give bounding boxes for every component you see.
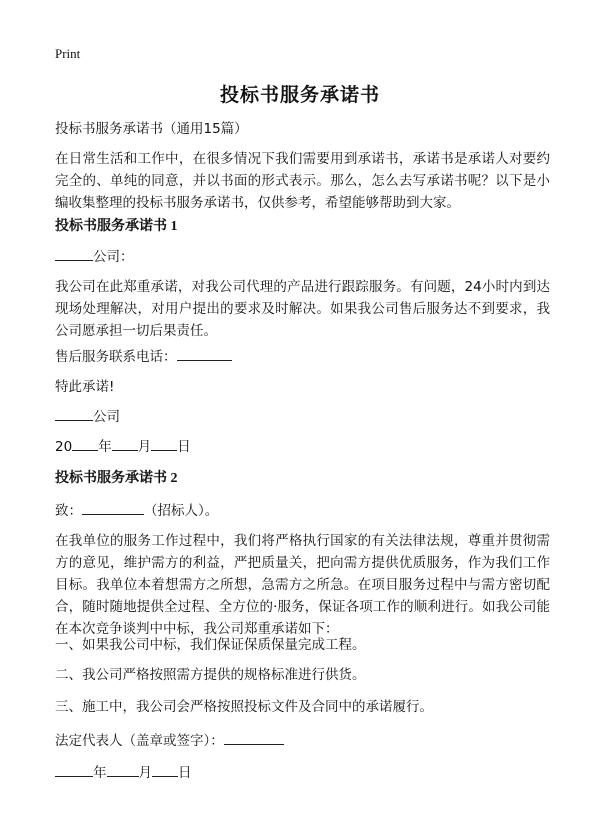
recipient-blank	[55, 246, 93, 261]
to-suffix: （招标人）。	[144, 503, 219, 519]
commitment-item-3: 三、施工中，我公司会严格按照投标文件及合同中的承诺履行。	[55, 699, 433, 715]
section-1-recipient	[55, 246, 550, 268]
document-subtitle: 投标书服务承诺书（通用15篇）	[55, 121, 248, 137]
signature-suffix: 公司	[93, 409, 120, 425]
legal-rep-label: 法定代表人（盖章或签字）：	[55, 733, 224, 749]
day-blank	[151, 436, 177, 451]
year-label-2: 年	[93, 765, 107, 781]
month-label-2: 月	[138, 765, 152, 781]
day-blank-2	[152, 762, 178, 777]
commitment-item-2: 二、我公司严格按照需方提供的规格标准进行供货。	[55, 667, 366, 683]
commitment-item-1: 一、如果我公司中标，我们保证保质保量完成工程。	[55, 637, 366, 653]
section-1-closing: 特此承诺!	[55, 379, 115, 395]
signature-blank	[55, 406, 93, 421]
legal-rep-blank	[224, 730, 284, 745]
month-blank-2	[107, 762, 139, 777]
to-label: 致：	[55, 503, 82, 519]
section-1-signature	[55, 406, 550, 428]
section-1-heading: 投标书服务承诺书 1	[55, 219, 178, 234]
date-prefix: 20	[55, 439, 73, 455]
section-2-date	[55, 762, 550, 784]
print-link[interactable]: Print	[55, 46, 81, 61]
section-1-phone	[55, 346, 550, 368]
intro-paragraph: 在日常生活和工作中，在很多情况下我们需要用到承诺书，承诺书是承诺人对要约完全的、单纯的同意，并以书面的形式表示。那么，怎么去写承诺书呢？以下是小编收集整理的投标书服务承诺书，仅供参考，希望能够帮助到大家。	[55, 151, 550, 211]
section-1-date	[55, 436, 550, 458]
recipient-suffix: 公司：	[93, 249, 134, 265]
phone-label: 售后服务联系电话：	[55, 349, 177, 365]
section-2-body: 在我单位的服务工作过程中，我们将严格执行国家的有关法律法规，尊重并贯彻需方的意见，维护需方的利益，严把质量关，把向需方提供优质服务，作为我们工作目标。我单位本着想需方之所想，急需方之所急。在项目服务过程中与需方密切配合，随时随地提供全过程、全方位的·服务，保证各项工作的顺利进行。如我公司能在本次竞争谈判中中标，我公司郑重承诺如下：	[55, 533, 550, 637]
year-blank-2	[55, 762, 93, 777]
section-2-heading: 投标书服务承诺书 2	[55, 471, 178, 486]
page-title: 投标书服务承诺书	[219, 84, 380, 106]
month-blank	[112, 436, 138, 451]
year-blank	[72, 436, 98, 451]
section-2-recipient	[55, 500, 550, 522]
year-label: 年	[98, 439, 112, 455]
tenderer-blank	[82, 500, 144, 515]
day-label: 日	[177, 439, 191, 455]
day-label-2: 日	[178, 765, 192, 781]
phone-blank	[177, 346, 232, 361]
section-1-body: 我公司在此郑重承诺，对我公司代理的产品进行跟踪服务。有问题，24小时内到达现场处理解决，对用户提出的要求及时解决。如果我公司售后服务达不到要求，我公司愿承担一切后果责任。	[55, 279, 550, 339]
month-label: 月	[137, 439, 152, 455]
legal-rep-line	[55, 730, 550, 752]
